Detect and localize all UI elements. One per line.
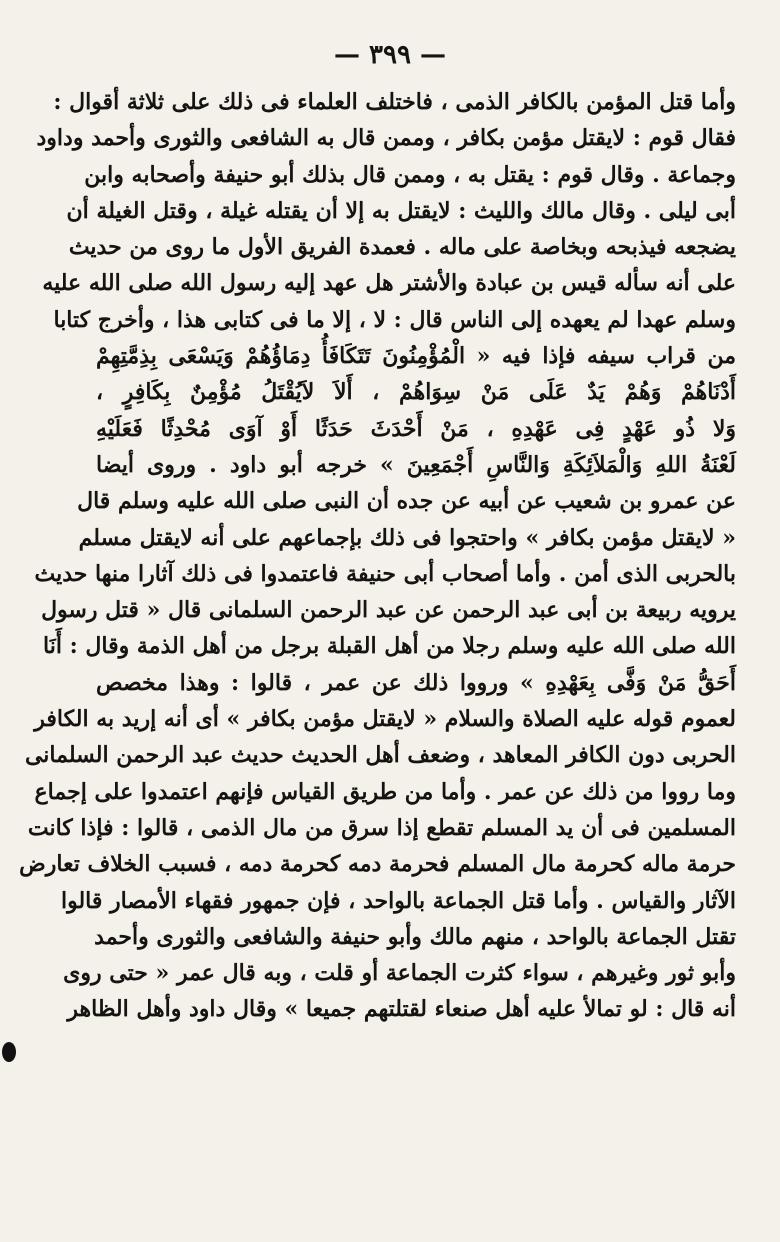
text-line: وسلم عهدا لم يعهده إلى الناس قال : لا ، إلا ما فى كتابى هذا ، وأخرج كتابا	[53, 306, 736, 333]
text-line: على أنه سأله قيس بن عبادة والأشتر هل عهد إليه رسول الله صلى الله عليه	[42, 270, 736, 297]
text-line: وَلا ذُو عَهْدٍ فِى عَهْدِهِ ، مَنْ أَحْدَثَ حَدَثًا أَوْ آوَى مُحْدِثًا فَعَلَيْهِ	[96, 415, 736, 442]
page-number: — ٣٩٩ —	[333, 40, 447, 70]
text-line: لعموم قوله عليه الصلاة والسلام « لايقتل مؤمن بكافر » أى أنه إريد به الكافر	[34, 706, 736, 733]
text-line: أبى ليلى . وقال مالك والليث : لايقتل به إلا أن يقتله غيلة ، وقتل الغيلة أن	[66, 197, 736, 224]
text-line: الحربى دون الكافر المعاهد ، وضعف أهل الحديث حديث عبد الرحمن السلمانى	[24, 742, 736, 769]
text-line: أَحَقُّ مَنْ وَفَّى بِعَهْدِهِ » ورووا ذلك عن عمر ، قالوا : وهذا مخصص	[96, 669, 736, 696]
text-line: بالحربى الذى أمن . وأما أصحاب أبى حنيفة فاعتمدوا فى ذلك آثارا منها حديث	[34, 560, 736, 587]
text-line: وجماعة . وقال قوم : يقتل به ، وممن قال بذلك أبو حنيفة وأصحابه وابن	[84, 161, 736, 188]
text-line: وما رووا من ذلك عن عمر . وأما من طريق القياس فإنهم اعتمدوا على إجماع	[34, 778, 736, 805]
text-line: تقتل الجماعة بالواحد ، منهم مالك وأبو حنيفة والشافعى والثورى وأحمد	[94, 923, 736, 950]
text-line: فقال قوم : لايقتل مؤمن بكافر ، وممن قال به الشافعى والثورى وأحمد وداود	[36, 125, 736, 152]
text-line: أَدْنَاهُمْ وَهُمْ يَدٌ عَلَى مَنْ سِوَاهُمْ ، أَلاَ لاَيُقْتَلُ مُؤْمِنٌ بِكَافِرٍ ،	[96, 379, 736, 406]
body-text	[19, 84, 736, 1028]
text-line: عن عمرو بن شعيب عن أبيه عن جده أن النبى صلى الله عليه وسلم قال	[77, 488, 736, 515]
text-line: من قراب سيفه فإذا فيه « الْمُؤْمِنُونَ تَتَكَافَأُ دِمَاؤُهُمْ وَيَسْعَى بِذِمَّتِهِمْ	[96, 343, 736, 370]
text-line: حرمة ماله كحرمة مال المسلم فحرمة دمه كحرمة دمه ، فسبب الخلاف تعارض	[19, 851, 736, 878]
text-line: « لايقتل مؤمن بكافر » واحتجوا فى ذلك بإجماعهم على أنه لايقتل مسلم	[78, 524, 736, 551]
text-line: وأبو ثور وغيرهم ، سواء كثرت الجماعة أو قلت ، وبه قال عمر « حتى روى	[63, 960, 736, 987]
text-line: يضجعه فيذبحه وبخاصة على ماله . فعمدة الفريق الأول ما روى من حديث	[68, 234, 736, 261]
text-line: أنه قال : لو تمالأ عليه أهل صنعاء لقتلتهم جميعا » وقال داود وأهل الظاهر	[67, 996, 736, 1023]
text-line: يرويه ربيعة بن أبى عبد الرحمن عن عبد الرحمن السلمانى قال « قتل رسول	[41, 597, 736, 624]
ink-blot-mark	[2, 1042, 16, 1062]
text-line: المسلمين فى أن يد المسلم تقطع إذا سرق من مال الذمى ، قالوا : فإذا كانت	[27, 814, 736, 841]
text-line: الآثار والقياس . وأما قتل الجماعة بالواحد ، فإن جمهور فقهاء الأمصار قالوا	[60, 887, 736, 914]
text-line: لَعْنَةُ اللهِ وَالْمَلاَئِكَةِ وَالنَّاسِ أَجْمَعِينَ » خرجه أبو داود . وروى أيضا	[96, 451, 736, 478]
text-line: وأما قتل المؤمن بالكافر الذمى ، فاختلف العلماء فى ذلك على ثلاثة أقوال :	[53, 89, 736, 115]
text-line: الله صلى الله عليه وسلم رجلا من أهل القبلة برجل من أهل الذمة وقال : أَنَا	[43, 633, 736, 660]
